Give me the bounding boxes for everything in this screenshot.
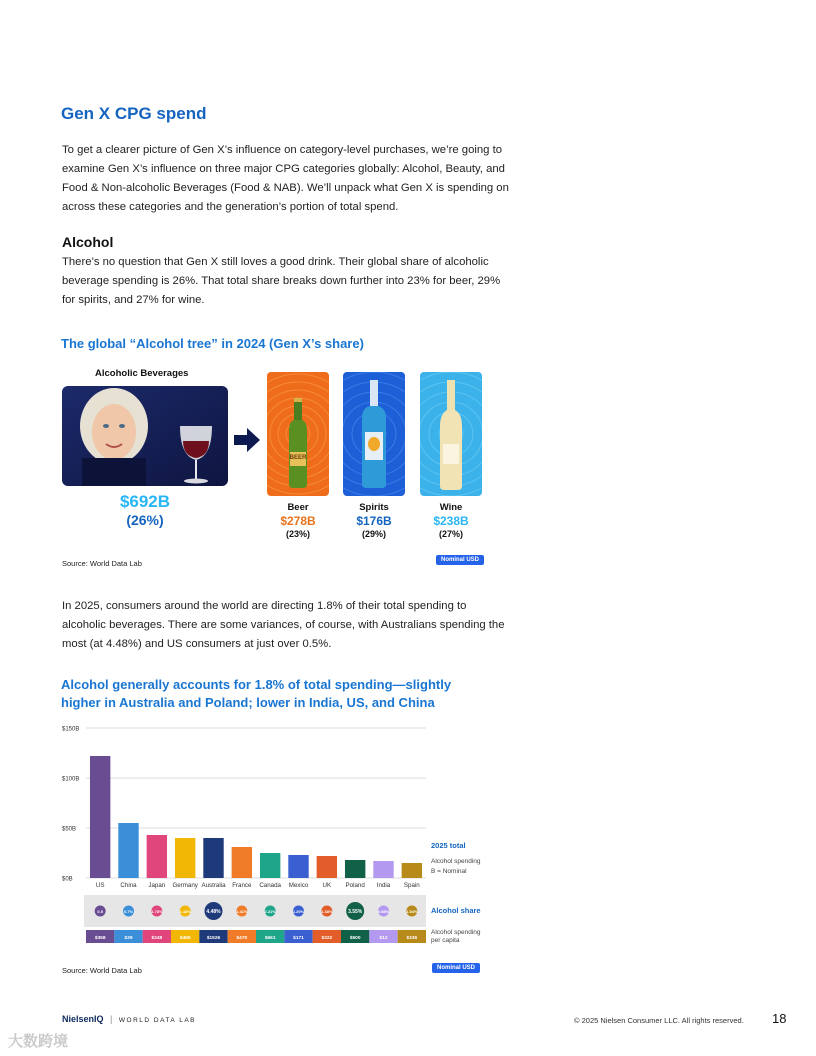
chart2-title-line2: higher in Australia and Poland; lower in India, US, and China — [61, 695, 435, 710]
share-label: 0.5 — [97, 909, 103, 914]
share-label: 1.41% — [236, 909, 248, 914]
share-label: 3.55% — [348, 909, 363, 915]
y-tick-label: $0B — [62, 876, 73, 883]
spirits-value: $176B — [356, 514, 392, 528]
chart2-series-sublabel-2: B = Nominal — [431, 868, 467, 875]
chart2-nominal-badge: Nominal USD — [432, 963, 480, 973]
tree-category-label: Alcoholic Beverages — [95, 368, 189, 379]
tree-nominal-badge: Nominal USD — [436, 555, 484, 565]
x-tick-label: France — [232, 882, 252, 889]
beer-name: Beer — [287, 502, 309, 513]
x-tick-label: Spain — [403, 882, 420, 889]
x-tick-label: US — [95, 882, 105, 889]
share-row-background — [84, 895, 426, 927]
chart2-series-label: 2025 total — [431, 841, 466, 850]
spirits-name: Spirits — [359, 502, 389, 513]
percapita-label: $348 — [151, 936, 163, 941]
tree-title: The global “Alcohol tree” in 2024 (Gen X’s share) — [61, 336, 364, 351]
share-label: 1.54% — [406, 909, 418, 914]
x-tick-label: China — [120, 882, 137, 889]
percapita-label: $485 — [179, 936, 191, 941]
x-tick-label: UK — [322, 882, 332, 889]
tree-source: Source: World Data Lab — [62, 559, 142, 568]
watermark: 大数跨境 — [8, 1033, 69, 1050]
beer-pct: (23%) — [285, 529, 310, 539]
percapita-label: $12 — [379, 936, 388, 941]
x-tick-label: India — [376, 882, 391, 889]
share-label: 1.78% — [151, 909, 163, 914]
alcohol-total-value: $692B — [119, 492, 171, 511]
bar — [373, 861, 393, 878]
y-tick-label: $50B — [62, 826, 77, 833]
bar — [232, 847, 252, 878]
x-tick-label: Poland — [345, 882, 365, 889]
world-data-lab-logo-text: WORLD DATA LAB — [118, 1017, 196, 1024]
bar — [402, 863, 422, 878]
x-tick-label: Japan — [148, 882, 166, 889]
wine-value: $238B — [433, 514, 469, 528]
alcohol-total-pct: (26%) — [126, 512, 164, 528]
bar — [90, 756, 110, 878]
chart2-percapita-label-1: Alcohol spending — [431, 929, 481, 936]
y-tick-label: $100B — [62, 776, 80, 783]
bar — [260, 853, 280, 878]
beer-value: $278B — [280, 514, 316, 528]
y-tick-label: $150B — [62, 726, 80, 733]
share-label: 1.20% — [292, 909, 305, 914]
wine-name: Wine — [439, 502, 463, 513]
percapita-label: $358 — [94, 936, 106, 941]
x-tick-label: Australia — [201, 882, 226, 889]
share-label: 2.21% — [264, 909, 276, 914]
bar — [288, 855, 308, 878]
bar — [203, 838, 223, 878]
bar — [317, 856, 337, 878]
share-label: 4.48% — [206, 909, 221, 915]
section-title: Gen X CPG spend — [61, 104, 207, 123]
percapita-label: $322 — [321, 936, 333, 941]
footer-copyright: © 2025 Nielsen Consumer LLC. All rights reserved. — [574, 1016, 744, 1025]
spending-paragraph: In 2025, consumers around the world are directing 1.8% of their total spending to alcoholic beverages. There are some variances, of course, with Australians spending the most (at 4.48%) and US consumers at just over 0.5%. — [62, 600, 505, 650]
bar — [175, 838, 195, 878]
percapita-label: $336 — [406, 936, 418, 941]
chart2-title-line1: Alcohol generally accounts for 1.8% of total spending—slightly — [61, 677, 452, 692]
wine-pct: (27%) — [438, 529, 463, 539]
share-label: 0.7% — [123, 909, 134, 914]
percapita-label: $39 — [124, 936, 133, 941]
page-number: 18 — [772, 1011, 787, 1026]
share-label: 1.38% — [321, 909, 333, 914]
chart2-percapita-label-2: per capita — [431, 937, 460, 944]
alcohol-paragraph: There’s no question that Gen X still loves a good drink. Their global share of alcoholic beverage spending is 26%. That total share breaks down further into 23% for beer, 29% for spirits, and 27% for wine. — [62, 256, 501, 306]
bar — [345, 860, 365, 878]
intro-paragraph: To get a clearer picture of Gen X’s influence on category-level purchases, we’re going to examine Gen X’s influence on three major CPG categories globally: Alcohol, Beauty, and Food & Non-alcoholic Beverages (Food & NAB). We’ll unpack what Gen X is spending on across these categories and the generation’s portion of total spend. — [62, 144, 509, 213]
share-label: 0.58% — [377, 909, 390, 914]
bar — [118, 823, 138, 878]
x-tick-label: Canada — [259, 882, 282, 889]
spirits-pct: (29%) — [361, 529, 386, 539]
footer-brand: NielsenIQ | WORLD DATA LAB — [62, 1014, 196, 1024]
percapita-label: $470 — [236, 936, 248, 941]
percapita-label: $171 — [293, 936, 304, 941]
alcohol-heading: Alcohol — [62, 234, 114, 250]
x-tick-label: Germany — [172, 882, 198, 889]
chart2-share-label: Alcohol share — [431, 906, 481, 915]
percapita-label: $661 — [264, 936, 276, 941]
share-label: 1.43% — [179, 909, 191, 914]
percapita-label: $500 — [349, 936, 361, 941]
percapita-label: $1526 — [206, 936, 221, 941]
bar — [147, 835, 167, 878]
beer-label-text: BEER — [289, 455, 307, 461]
nielseniq-logo-text: NielsenIQ — [62, 1014, 104, 1024]
chart2-series-sublabel-1: Alcohol spending — [431, 858, 481, 865]
chart2-source: Source: World Data Lab — [62, 966, 142, 975]
x-tick-label: Mexico — [288, 882, 309, 889]
